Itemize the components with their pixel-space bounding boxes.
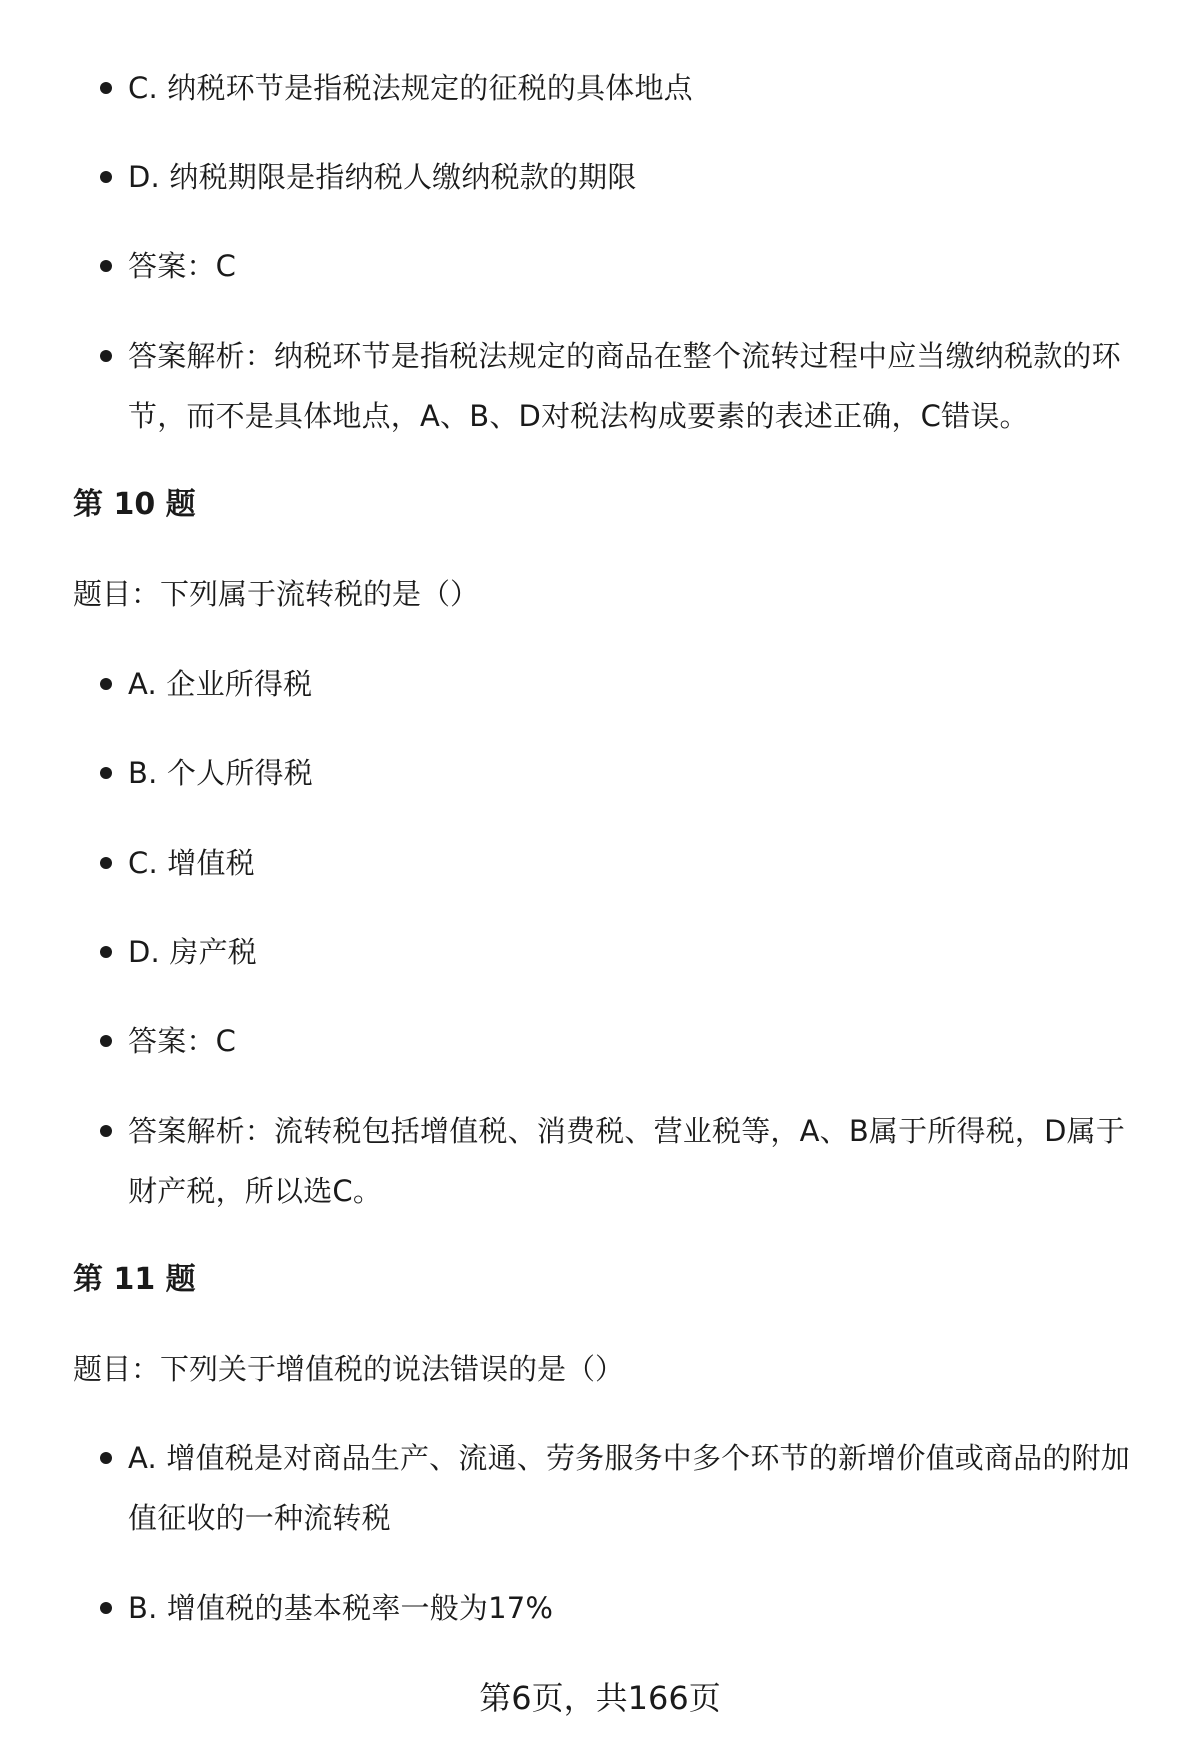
list-item: [128, 1428, 1148, 1548]
bullet-icon: [100, 171, 112, 183]
bullet-icon: [100, 678, 112, 690]
list-item: [128, 654, 1148, 714]
option-a-text: A. 增值税是对商品生产、流通、劳务服务中多个环节的新增价值或商品的附加值征收的一种流转税: [128, 1441, 1130, 1535]
bullet-icon: [100, 1125, 112, 1137]
bullet-icon: [100, 1452, 112, 1464]
option-d-text: D. 房产税: [128, 935, 257, 969]
option-d-text: D. 纳税期限是指纳税人缴纳税款的期限: [128, 160, 637, 194]
bullet-icon: [100, 946, 112, 958]
question-heading: 第 11 题: [73, 1262, 196, 1297]
page-number: 第6页，共166页: [479, 1679, 721, 1717]
answer-text: 答案：C: [128, 1024, 237, 1058]
list-item: [128, 743, 1148, 803]
question-text: 题目：下列属于流转税的是（）: [73, 577, 480, 611]
list-item: [128, 833, 1148, 893]
answer-text: 答案：C: [128, 249, 237, 283]
list-item: [128, 326, 1148, 446]
list-item: [128, 922, 1148, 982]
bullet-icon: [100, 857, 112, 869]
bullet-icon: [100, 350, 112, 362]
question-heading: 第 10 题: [73, 487, 196, 522]
bullet-icon: [100, 1602, 112, 1614]
list-item: [128, 58, 1148, 118]
bullet-icon: [100, 1035, 112, 1047]
list-item: [128, 147, 1148, 207]
bullet-icon: [100, 260, 112, 272]
list-item: [128, 1011, 1148, 1071]
option-c-text: C. 增值税: [128, 846, 255, 880]
explanation-text: 答案解析：纳税环节是指税法规定的商品在整个流转过程中应当缴纳税款的环节，而不是具体地点，A、B、D对税法构成要素的表述正确，C错误。: [128, 339, 1121, 433]
bullet-icon: [100, 82, 112, 94]
bullet-icon: [100, 767, 112, 779]
list-item: [128, 236, 1148, 296]
list-item: [128, 1578, 1148, 1638]
explanation-text: 答案解析：流转税包括增值税、消费税、营业税等，A、B属于所得税，D属于财产税，所以选C。: [128, 1114, 1126, 1208]
option-c-text: C. 纳税环节是指税法规定的征税的具体地点: [128, 71, 693, 105]
list-item: [128, 1101, 1148, 1221]
question-text: 题目：下列关于增值税的说法错误的是（）: [73, 1352, 625, 1386]
option-b-text: B. 增值税的基本税率一般为17%: [128, 1591, 554, 1625]
option-b-text: B. 个人所得税: [128, 756, 313, 790]
option-a-text: A. 企业所得税: [128, 667, 313, 701]
